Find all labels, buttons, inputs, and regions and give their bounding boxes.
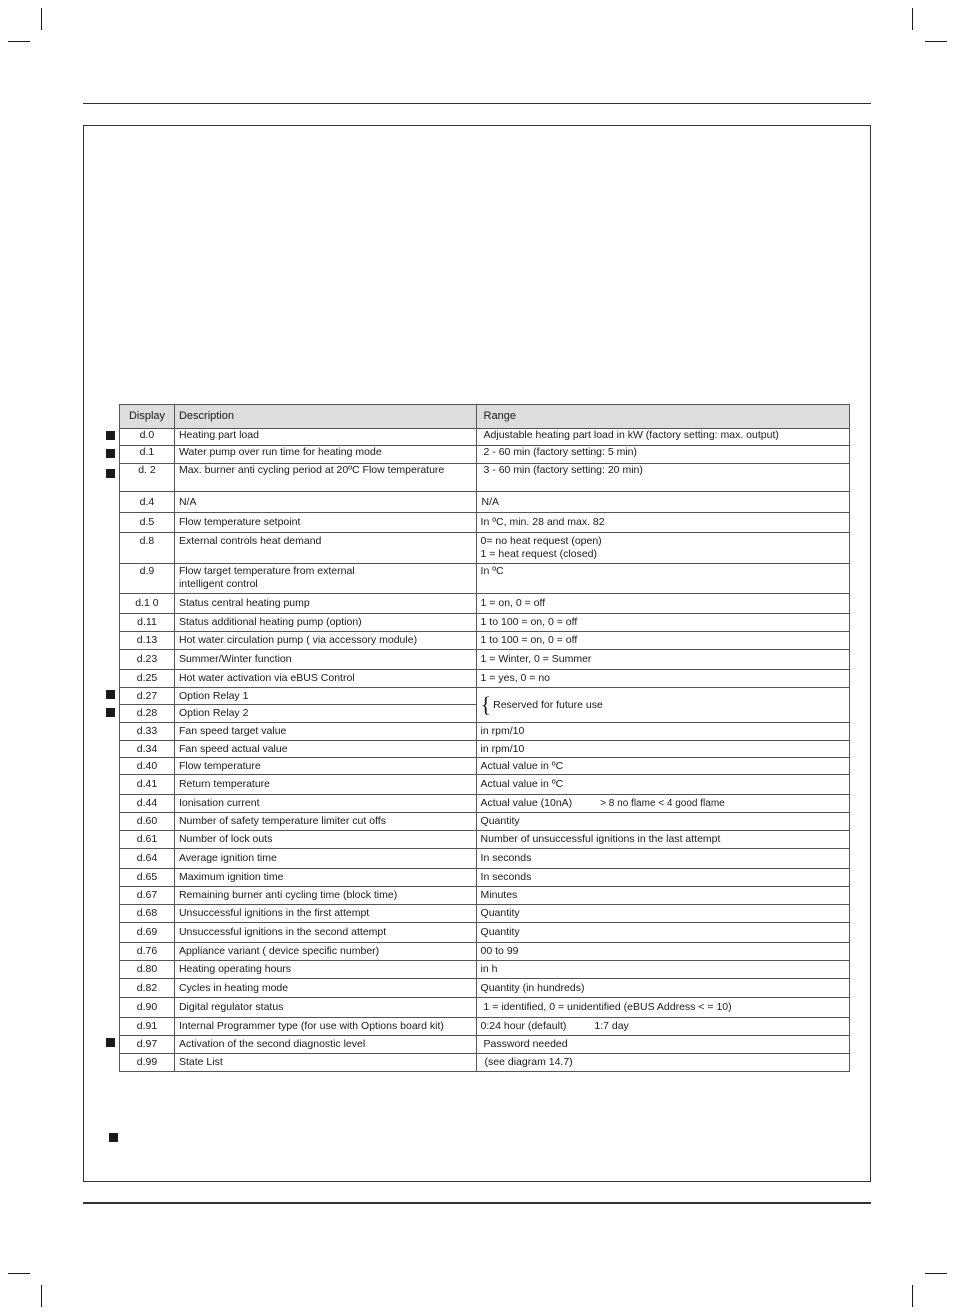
range-cell: 00 to 99 [476,943,849,961]
table-row [120,513,850,533]
range-cell: In ºC, min. 28 and max. 82 [476,513,849,533]
description-cell: Remaining burner anti cycling time (block time) [174,887,476,905]
crop-mark-top-left-v [41,8,42,30]
range-line-2: 1 = heat request (closed) [480,548,597,560]
code-cell: d.0 [120,429,175,446]
description-cell: Appliance variant ( device specific number) [174,943,476,961]
table-row [120,741,850,758]
code-cell: d.40 [120,758,175,775]
range-cell: in h [476,961,849,979]
code-cell: d.1 0 [120,594,175,614]
crop-mark-top-right-h [925,41,947,42]
table-row [120,961,850,979]
table-header-row [120,405,850,429]
range-cell: in rpm/10 [476,723,849,741]
range-cell: 1 = Winter, 0 = Summer [476,650,849,670]
table-row [120,533,850,564]
range-cell: Quantity (in hundreds) [476,979,849,998]
crop-mark-top-right-v [912,8,913,30]
range-cell: 2 - 60 min (factory setting: 5 min) [476,446,849,464]
code-cell: d.8 [120,533,175,564]
marker-square-legend [109,1133,118,1142]
description-cell: Heating operating hours [174,961,476,979]
marker-square-d28 [106,708,115,717]
table-row [120,564,850,594]
code-cell: d.34 [120,741,175,758]
description-cell: Unsuccessful ignitions in the second attempt [174,923,476,943]
range-cell: In seconds [476,869,849,887]
range-cell: 3 - 60 min (factory setting: 20 min) [476,464,849,492]
description-cell: External controls heat demand [174,533,476,564]
code-cell: d.69 [120,923,175,943]
table-row [120,943,850,961]
table-row [120,1054,850,1072]
table-row [120,869,850,887]
crop-mark-top-left-h [8,41,30,42]
description-cell [174,564,476,594]
marker-square-d97 [106,1038,115,1047]
description-cell: Number of safety temperature limiter cut offs [174,813,476,831]
marker-square-d2 [106,469,115,478]
description-cell: Summer/Winter function [174,650,476,670]
table-row [120,492,850,513]
table-row [120,464,850,492]
code-cell: d.99 [120,1054,175,1072]
range-cell: N/A [476,492,849,513]
crop-mark-bottom-left-v [41,1285,42,1307]
range-cell: Quantity [476,923,849,943]
crop-mark-bottom-right-h [925,1273,947,1274]
code-cell: d.76 [120,943,175,961]
range-cell [476,533,849,564]
code-cell: d.60 [120,813,175,831]
reserved-label: Reserved for future use [493,698,603,711]
description-cell: Fan speed actual value [174,741,476,758]
marker-square-d1 [106,449,115,458]
table-row [120,775,850,795]
table-row [120,429,850,446]
description-cell: N/A [174,492,476,513]
table-row [120,923,850,943]
description-cell: Flow temperature [174,758,476,775]
code-cell: d.61 [120,831,175,849]
code-cell: d.82 [120,979,175,998]
reserved-group [480,692,845,717]
crop-mark-bottom-left-h [8,1273,30,1274]
header-description: Description [174,405,476,429]
description-cell: Heating part load [174,429,476,446]
range-cell: 1 to 100 = on, 0 = off [476,614,849,632]
description-cell: Status central heating pump [174,594,476,614]
range-cell: in rpm/10 [476,741,849,758]
table-row [120,831,850,849]
description-cell: Hot water circulation pump ( via accessory module) [174,632,476,650]
description-cell: Digital regulator status [174,998,476,1018]
code-cell: d.11 [120,614,175,632]
range-cell [476,795,849,813]
brace-glyph: { [480,692,492,717]
table-row [120,670,850,688]
header-display: Display [120,405,175,429]
table-row [120,723,850,741]
table-row [120,795,850,813]
range-line-1: 0= no heat request (open) [480,535,602,547]
range-cell: In seconds [476,849,849,869]
range-cell: 1 = identified, 0 = unidentified (eBUS Address < = 10) [476,998,849,1018]
code-cell: d. 2 [120,464,175,492]
code-cell: d.68 [120,905,175,923]
header-range: Range [476,405,849,429]
table-row [120,688,850,705]
code-cell: d.91 [120,1018,175,1036]
range-cell: Actual value in ºC [476,758,849,775]
description-cell: Max. burner anti cycling period at 20ºC Flow temperature [174,464,476,492]
code-cell: d.25 [120,670,175,688]
table-row [120,1036,850,1054]
footer-rule [83,1202,871,1204]
range-cell: Number of unsuccessful ignitions in the last attempt [476,831,849,849]
range-cell: Minutes [476,887,849,905]
description-cell: Option Relay 2 [174,705,476,723]
range-cell: (see diagram 14.7) [476,1054,849,1072]
code-cell: d.5 [120,513,175,533]
description-cell: State List [174,1054,476,1072]
code-cell: d.80 [120,961,175,979]
table-row [120,650,850,670]
range-cell: 1 to 100 = on, 0 = off [476,632,849,650]
range-cell: Actual value in ºC [476,775,849,795]
code-cell: d.97 [120,1036,175,1054]
description-cell: Return temperature [174,775,476,795]
code-cell: d.67 [120,887,175,905]
code-cell: d.64 [120,849,175,869]
header-rule [83,103,871,104]
range-alt-value: 1:7 day [594,1020,629,1032]
table-row [120,905,850,923]
table-row [120,813,850,831]
description-cell: Ionisation current [174,795,476,813]
table-row [120,614,850,632]
table-row [120,979,850,998]
description-cell: Hot water activation via eBUS Control [174,670,476,688]
description-cell: Number of lock outs [174,831,476,849]
description-cell: Maximum ignition time [174,869,476,887]
code-cell: d.41 [120,775,175,795]
range-cell: In ºC [476,564,849,594]
diagnostic-codes-table [119,404,850,1072]
code-cell: d.4 [120,492,175,513]
description-cell: Internal Programmer type (for use with Options board kit) [174,1018,476,1036]
marker-square-d27 [106,690,115,699]
table-row [120,758,850,775]
table-row [120,1018,850,1036]
description-cell: Average ignition time [174,849,476,869]
table-row [120,594,850,614]
description-cell: Unsuccessful ignitions in the first attempt [174,905,476,923]
range-cell: 1 = on, 0 = off [476,594,849,614]
code-cell: d.13 [120,632,175,650]
range-value: Actual value (10nA) [480,797,573,809]
range-cell-reserved [476,688,849,723]
table-row [120,849,850,869]
description-cell: Status additional heating pump (option) [174,614,476,632]
range-cell: Password needed [476,1036,849,1054]
description-cell: Fan speed target value [174,723,476,741]
description-cell: Activation of the second diagnostic level [174,1036,476,1054]
description-cell: Flow temperature setpoint [174,513,476,533]
code-cell: d.1 [120,446,175,464]
code-cell: d.28 [120,705,175,723]
marker-square-d0 [106,431,115,440]
range-flame-note: > 8 no flame < 4 good flame [600,798,725,809]
code-cell: d.9 [120,564,175,594]
range-cell: Quantity [476,813,849,831]
crop-mark-bottom-right-v [912,1285,913,1307]
description-cell: Option Relay 1 [174,688,476,705]
range-cell: Adjustable heating part load in kW (factory setting: max. output) [476,429,849,446]
range-cell: Quantity [476,905,849,923]
code-cell: d.44 [120,795,175,813]
code-cell: d.33 [120,723,175,741]
description-line-1: Flow target temperature from external [178,565,355,577]
table-row [120,887,850,905]
description-cell: Water pump over run time for heating mode [174,446,476,464]
range-value: 0:24 hour (default) [480,1020,567,1032]
code-cell: d.27 [120,688,175,705]
range-cell [476,1018,849,1036]
table-row [120,998,850,1018]
code-cell: d.90 [120,998,175,1018]
description-line-2: intelligent control [178,578,258,590]
table-row [120,632,850,650]
range-cell: 1 = yes, 0 = no [476,670,849,688]
description-cell: Cycles in heating mode [174,979,476,998]
code-cell: d.23 [120,650,175,670]
table-row [120,446,850,464]
code-cell: d.65 [120,869,175,887]
